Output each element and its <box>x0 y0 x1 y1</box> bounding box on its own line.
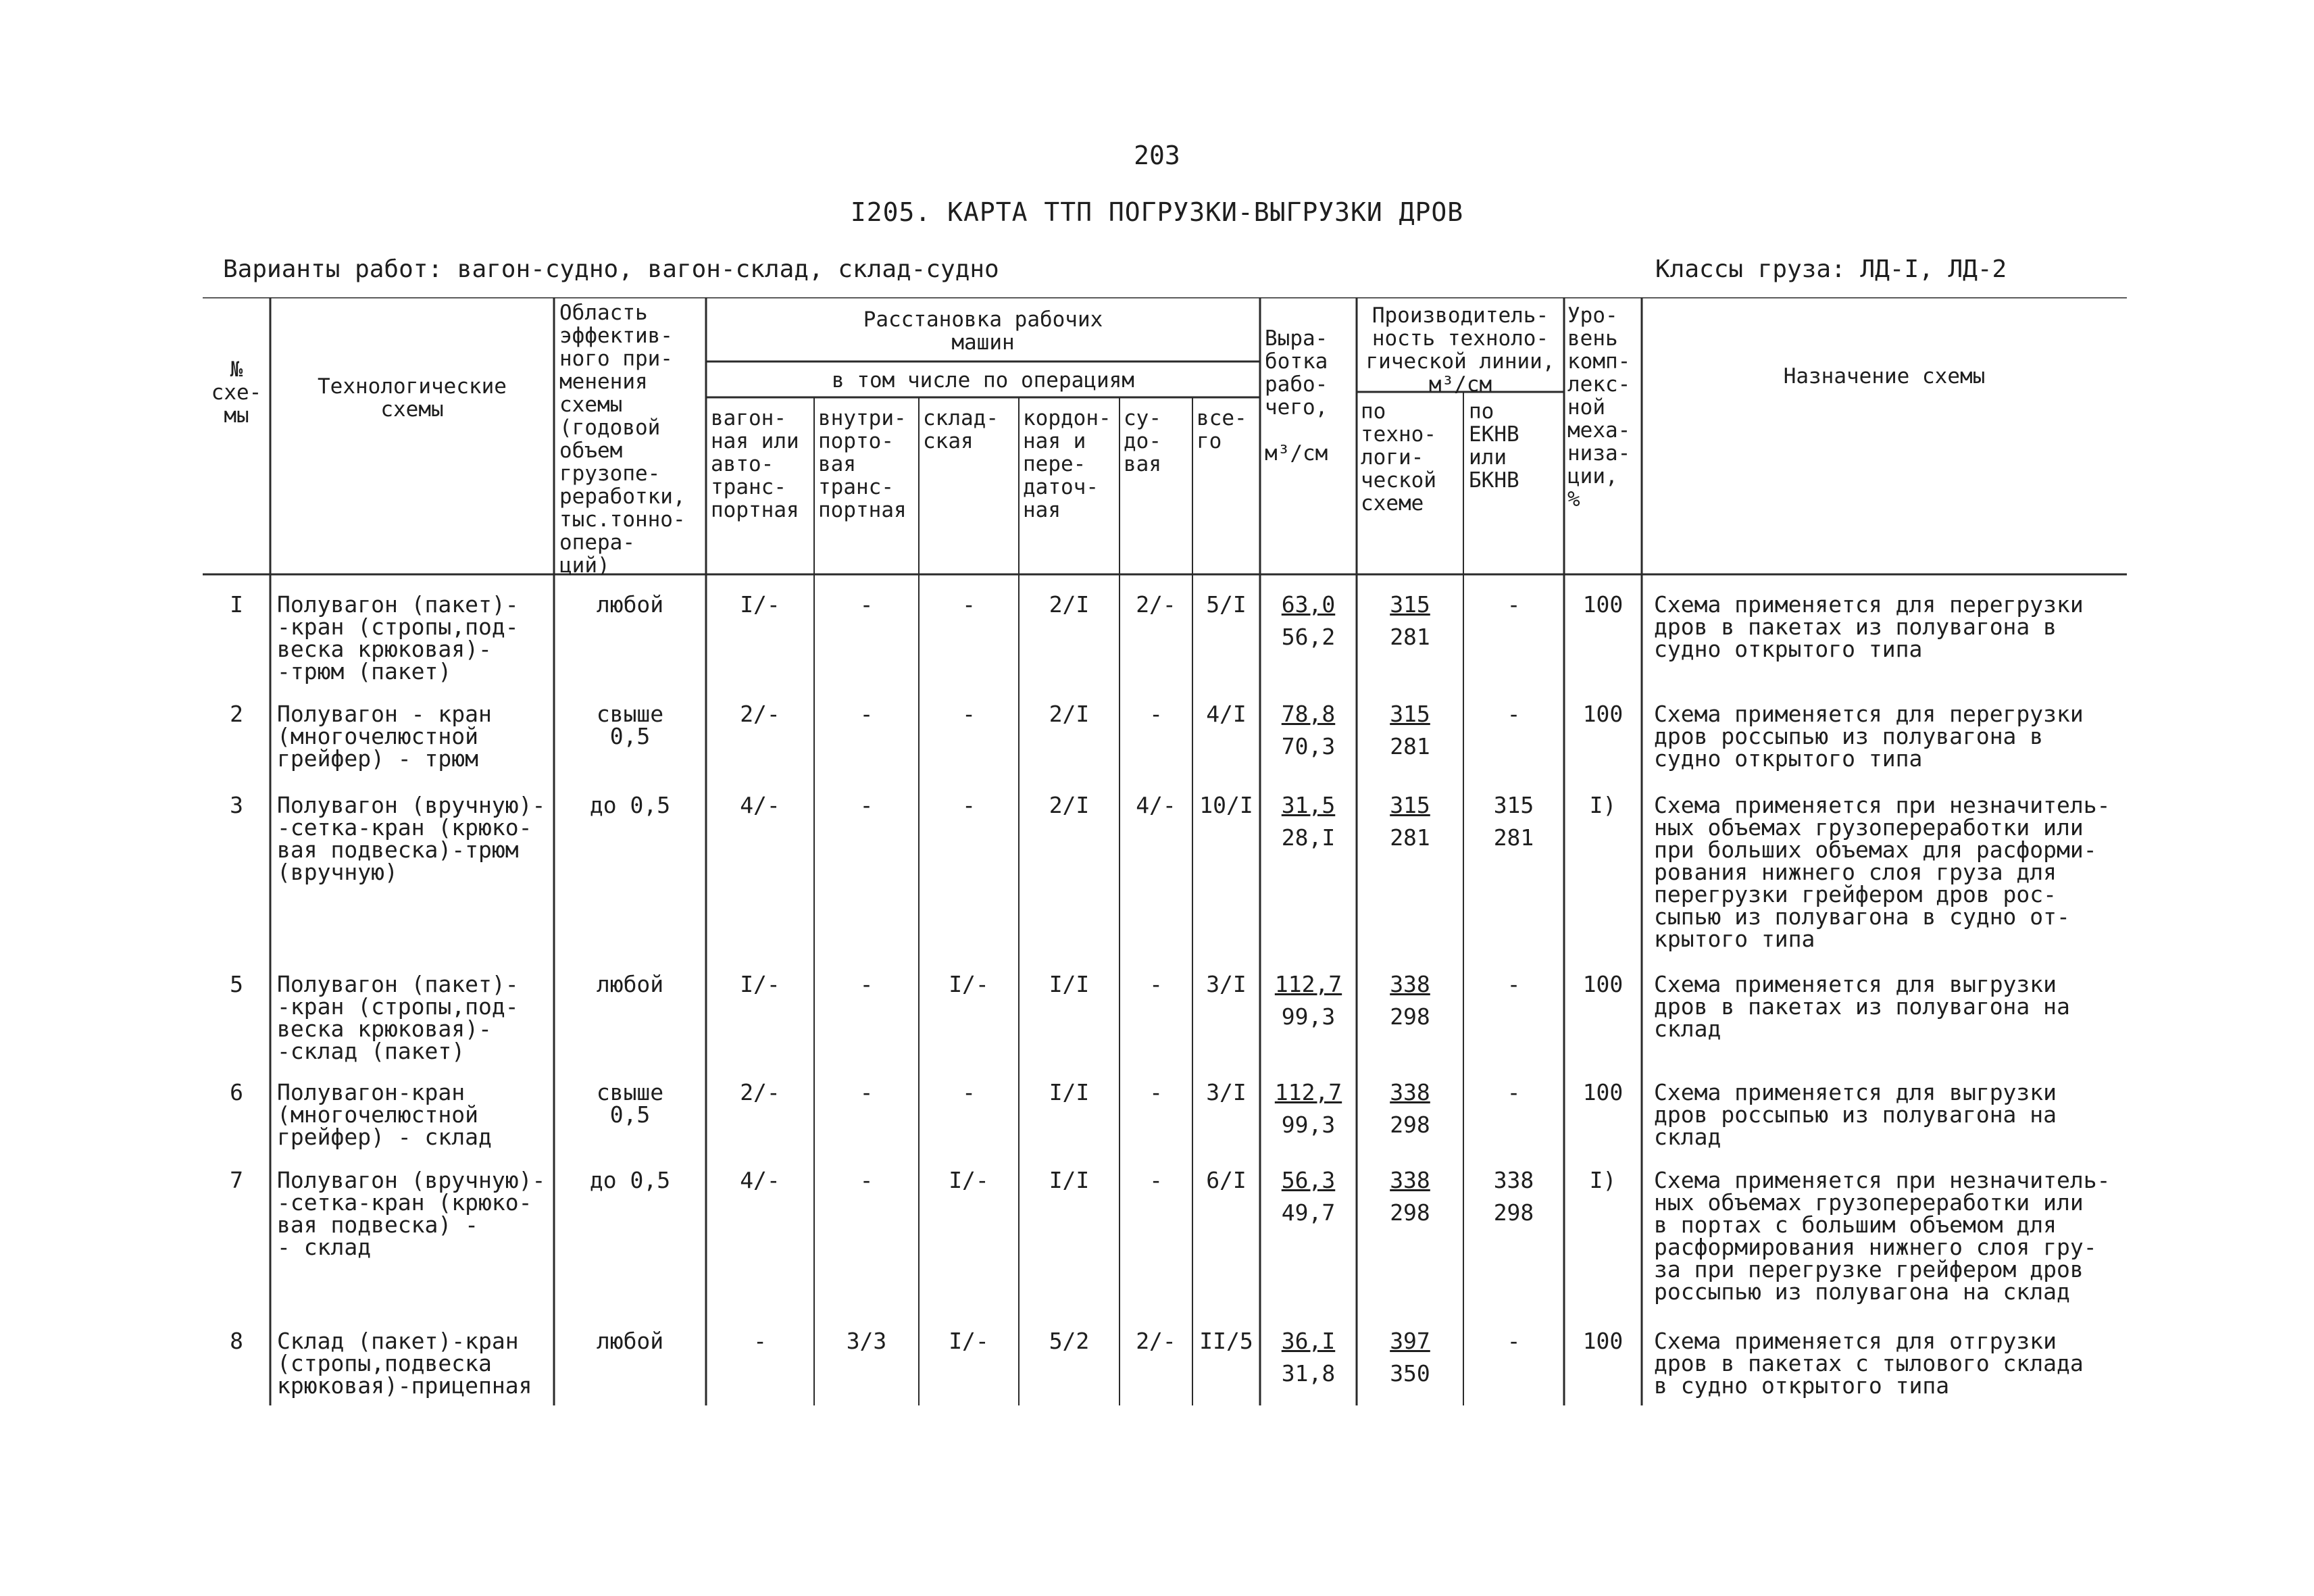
output-value-2: 70,3 <box>1281 733 1336 759</box>
internal-transport: - <box>859 701 874 727</box>
application-area: до 0,5 <box>589 1167 671 1193</box>
productivity-ekhnv-1: - <box>1507 971 1521 997</box>
productivity-ekhnv-1: - <box>1507 1328 1521 1354</box>
output-value-1: 56,3 <box>1281 1167 1336 1193</box>
scheme-purpose: Схема применяется для перегрузки дров россыпью из полувагона в судно открытого типа <box>1654 701 2084 772</box>
internal-transport: - <box>859 1079 874 1105</box>
ship-operation: - <box>1149 701 1163 727</box>
productivity-scheme-2: 281 <box>1390 733 1430 759</box>
scheme-number: 3 <box>230 792 243 818</box>
cordon-operation: I/I <box>1049 971 1090 997</box>
ship-operation: 2/- <box>1136 591 1176 618</box>
internal-transport: - <box>859 591 874 618</box>
output-value-2: 49,7 <box>1281 1199 1336 1226</box>
productivity-scheme-2: 281 <box>1390 824 1430 851</box>
total-machines: 10/I <box>1199 792 1253 818</box>
wagon-operation: 4/- <box>740 1167 780 1193</box>
productivity-ekhnv-1: - <box>1507 1079 1521 1105</box>
productivity-scheme-1: 338 <box>1390 1079 1430 1105</box>
warehouse-operation: - <box>962 701 976 727</box>
header-application-area: Область эффектив- ного при- менения схемы (годовой объем грузопе- реработки, тыс.тонно- опера- ций) <box>559 301 686 578</box>
warehouse-operation: - <box>962 1079 976 1105</box>
header-by-ekhnv: по ЕКНВ или БКНВ <box>1469 399 1519 493</box>
header-scheme-number: № схе- мы <box>211 357 262 428</box>
mechanization-level: I) <box>1589 792 1617 818</box>
cordon-operation: 2/I <box>1049 591 1090 618</box>
internal-transport: - <box>859 971 874 997</box>
header-worker-output: Выра- ботка рабо- чего, м³/см <box>1265 326 1328 466</box>
scheme-description: Полувагон-кран (многочелюстной грейфер) - склад <box>277 1079 492 1150</box>
cordon-operation: 5/2 <box>1049 1328 1090 1354</box>
ship-operation: - <box>1149 971 1163 997</box>
total-machines: 4/I <box>1206 701 1247 727</box>
output-value-1: 112,7 <box>1274 971 1342 997</box>
output-value-1: 78,8 <box>1281 701 1336 727</box>
wagon-operation: 2/- <box>740 1079 780 1105</box>
productivity-scheme-1: 338 <box>1390 971 1430 997</box>
productivity-ekhnv-2: 298 <box>1493 1199 1534 1226</box>
page-title: I205. КАРТА ТТП ПОГРУЗКИ-ВЫГРУЗКИ ДРОВ <box>850 197 1464 227</box>
scheme-number: 6 <box>230 1079 243 1105</box>
header-mechanization-level: Уро- вень комп- лекс- ной меха- низа- ции, % <box>1567 303 1631 512</box>
application-area: любой <box>596 1328 664 1354</box>
total-machines: 6/I <box>1206 1167 1247 1193</box>
productivity-scheme-2: 350 <box>1390 1360 1430 1387</box>
scheme-purpose: Схема применяется для выгрузки дров россыпью из полувагона на склад <box>1654 1079 2057 1150</box>
internal-transport: 3/3 <box>846 1328 887 1354</box>
output-value-2: 28,I <box>1281 824 1336 851</box>
page-number: 203 <box>1134 141 1180 170</box>
productivity-ekhnv-1: - <box>1507 701 1521 727</box>
total-machines: 3/I <box>1206 971 1247 997</box>
productivity-ekhnv-1: 338 <box>1493 1167 1534 1193</box>
warehouse-operation: - <box>962 591 976 618</box>
mechanization-level: 100 <box>1582 971 1624 997</box>
internal-transport: - <box>859 792 874 818</box>
productivity-scheme-1: 315 <box>1390 591 1430 618</box>
scheme-number: 2 <box>230 701 243 727</box>
header-machine-placement: Расстановка рабочих машин <box>863 307 1103 355</box>
total-machines: 3/I <box>1206 1079 1247 1105</box>
output-value-2: 56,2 <box>1281 624 1336 650</box>
schemes-table <box>203 297 2127 1405</box>
cargo-class: Классы груза: ЛД-I, ЛД-2 <box>1655 255 2007 283</box>
header-cordon-operation: кордон- ная и пере- даточ- ная <box>1023 406 1111 522</box>
application-area: свыше 0,5 <box>596 701 664 749</box>
ship-operation: - <box>1149 1167 1163 1193</box>
header-line-productivity: Производитель- ность техноло- гической линии, м³/см <box>1365 303 1555 397</box>
scheme-description: Полувагон (вручную)- -сетка-кран (крюко- вая подвеска)-трюм (вручную) <box>277 792 546 885</box>
wagon-operation: I/- <box>740 591 780 618</box>
scheme-purpose: Схема применяется для выгрузки дров в пакетах из полувагона на склад <box>1654 971 2070 1042</box>
output-value-2: 99,3 <box>1281 1112 1336 1138</box>
header-internal-transport: внутри- порто- вая транс- портная <box>818 406 907 522</box>
total-machines: II/5 <box>1199 1328 1253 1354</box>
output-value-1: 36,I <box>1281 1328 1336 1354</box>
header-technological-schemes: Технологические схемы <box>318 374 507 422</box>
header-scheme-purpose: Назначение схемы <box>1783 364 1986 389</box>
total-machines: 5/I <box>1206 591 1247 618</box>
wagon-operation: - <box>753 1328 767 1354</box>
mechanization-level: 100 <box>1582 1328 1624 1354</box>
productivity-ekhnv-1: 315 <box>1493 792 1534 818</box>
cordon-operation: 2/I <box>1049 792 1090 818</box>
wagon-operation: I/- <box>740 971 780 997</box>
productivity-ekhnv-2: 281 <box>1493 824 1534 851</box>
wagon-operation: 4/- <box>740 792 780 818</box>
scheme-number: 5 <box>230 971 243 997</box>
scheme-purpose: Схема применяется при незначитель- ных объемах грузопереработки или в портах с большим объемом для расформирования нижнего слоя гру- за при перегрузке грейфером дров россыпью из полувагона на склад <box>1654 1167 2111 1305</box>
cordon-operation: I/I <box>1049 1079 1090 1105</box>
productivity-scheme-2: 281 <box>1390 624 1430 650</box>
mechanization-level: I) <box>1589 1167 1617 1193</box>
ship-operation: - <box>1149 1079 1163 1105</box>
productivity-scheme-2: 298 <box>1390 1199 1430 1226</box>
output-value-2: 31,8 <box>1281 1360 1336 1387</box>
application-area: свыше 0,5 <box>596 1079 664 1128</box>
productivity-scheme-1: 315 <box>1390 701 1430 727</box>
scheme-description: Полувагон (пакет)- -кран (стропы,под- веска крюковая)- -трюм (пакет) <box>277 591 519 684</box>
productivity-scheme-1: 315 <box>1390 792 1430 818</box>
warehouse-operation: I/- <box>949 1328 989 1354</box>
warehouse-operation: - <box>962 792 976 818</box>
wagon-operation: 2/- <box>740 701 780 727</box>
output-value-2: 99,3 <box>1281 1003 1336 1030</box>
scheme-description: Полувагон - кран (многочелюстной грейфер) - трюм <box>277 701 492 772</box>
header-by-operations: в том числе по операциям <box>832 368 1134 393</box>
cordon-operation: I/I <box>1049 1167 1090 1193</box>
productivity-scheme-2: 298 <box>1390 1112 1430 1138</box>
internal-transport: - <box>859 1167 874 1193</box>
cordon-operation: 2/I <box>1049 701 1090 727</box>
scheme-description: Склад (пакет)-кран (стропы,подвеска крюковая)-прицепная <box>277 1328 532 1399</box>
ship-operation: 2/- <box>1136 1328 1176 1354</box>
scheme-purpose: Схема применяется для отгрузки дров в пакетах с тылового склада в судно открытого типа <box>1654 1328 2084 1399</box>
productivity-scheme-2: 298 <box>1390 1003 1430 1030</box>
scheme-number: 7 <box>230 1167 243 1193</box>
scheme-number: 8 <box>230 1328 243 1354</box>
scheme-purpose: Схема применяется при незначитель- ных объемах грузопереработки или при больших объемах для расформи- рования нижнего слоя груза для перегрузки грейфером дров рос- сыпью из полувагона в судно от- крытого типа <box>1654 792 2111 952</box>
ship-operation: 4/- <box>1136 792 1176 818</box>
mechanization-level: 100 <box>1582 591 1624 618</box>
mechanization-level: 100 <box>1582 1079 1624 1105</box>
output-value-1: 31,5 <box>1281 792 1336 818</box>
warehouse-operation: I/- <box>949 1167 989 1193</box>
scheme-purpose: Схема применяется для перегрузки дров в пакетах из полувагона в судно открытого типа <box>1654 591 2084 662</box>
productivity-scheme-1: 397 <box>1390 1328 1430 1354</box>
application-area: до 0,5 <box>589 792 671 818</box>
header-ship-operation: су- до- вая <box>1124 406 1161 476</box>
scheme-number: I <box>230 591 243 618</box>
application-area: любой <box>596 971 664 997</box>
output-value-1: 63,0 <box>1281 591 1336 618</box>
header-by-technological-scheme: по техно- логи- ческой схеме <box>1361 399 1436 516</box>
work-variants: Варианты работ: вагон-судно, вагон-склад, склад-судно <box>223 255 999 283</box>
output-value-1: 112,7 <box>1274 1079 1342 1105</box>
warehouse-operation: I/- <box>949 971 989 997</box>
productivity-scheme-1: 338 <box>1390 1167 1430 1193</box>
scheme-description: Полувагон (вручную)- -сетка-кран (крюко- вая подвеска) - - склад <box>277 1167 546 1260</box>
header-wagon-operation: вагон- ная или авто- транс- портная <box>711 406 799 522</box>
scheme-description: Полувагон (пакет)- -кран (стропы,под- веска крюковая)- -склад (пакет) <box>277 971 519 1064</box>
application-area: любой <box>596 591 664 618</box>
header-warehouse-operation: склад- ская <box>923 406 999 453</box>
header-total: все- го <box>1197 406 1247 453</box>
productivity-ekhnv-1: - <box>1507 591 1521 618</box>
mechanization-level: 100 <box>1582 701 1624 727</box>
